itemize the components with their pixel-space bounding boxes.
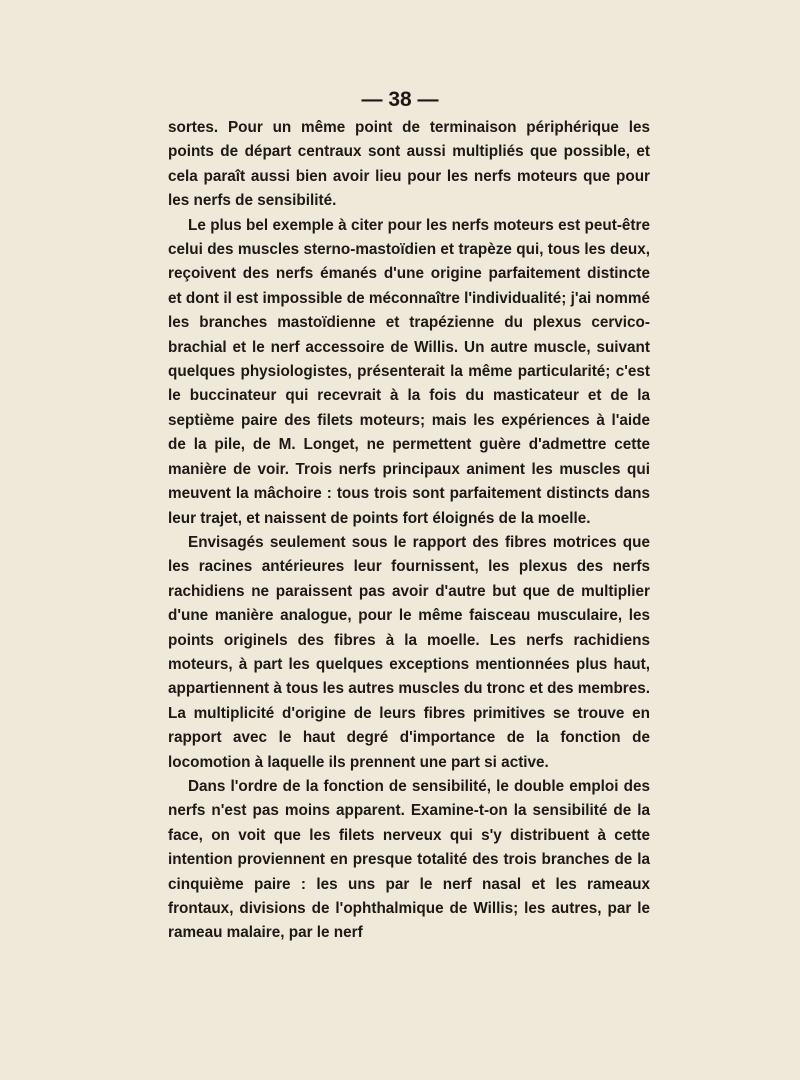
paragraph-1: sortes. Pour un même point de terminaison périphérique les points de départ centraux sont aussi multipliés que possible, et cela paraît aussi bien avoir lieu pour les nerfs moteurs que pour les nerfs de sensibilité. xyxy=(168,119,650,210)
paragraph-2: Le plus bel exemple à citer pour les nerfs moteurs est peut-être celui des muscles sterno-mastoïdien et trapèze qui, tous les deux, reçoivent des nerfs émanés d'une origine parfaitement distincte et dont il est impossible de méconnaître l'individualité; j'ai nommé les branches mastoïdienne et trapézienne du plexus cervico-brachial et le nerf accessoire de Willis. Un autre muscle, suivant quelques physiologistes, présenterait la même particularité; c'est le buccinateur qui recevrait à la fois du masticateur et de la septième paire des filets moteurs; mais les expériences à l'aide de la pile, de M. Longet, ne permettent guère d'admettre cette manière de voir. Trois nerfs principaux animent les muscles qui meuvent la mâchoire : tous trois sont parfaitement distincts dans leur trajet, et naissent de points fort éloignés de la moelle. xyxy=(168,216,650,527)
paragraph-4: Dans l'ordre de la fonction de sensibilité, le double emploi des nerfs n'est pas moins apparent. Examine-t-on la sensibilité de la face, on voit que les filets nerveux qui s'y distribuent à cette intention proviennent en presque totalité des trois branches de la cinquième paire : les uns par le nerf nasal et les rameaux frontaux, divisions de l'ophthalmique de Willis; les autres, par le rameau malaire, par le nerf xyxy=(168,777,650,942)
page-number: — 38 — xyxy=(361,88,439,111)
body-text xyxy=(168,116,650,946)
paragraph-3: Envisagés seulement sous le rapport des fibres motrices que les racines antérieures leur fournissent, les plexus des nerfs rachidiens ne paraissent pas avoir d'autre but que de multiplier d'une manière analogue, pour le même faisceau musculaire, les points originels des fibres à la moelle. Les nerfs rachidiens moteurs, à part les quelques exceptions mentionnées plus haut, appartiennent à tous les autres muscles du tronc et des membres. La multiplicité d'origine de leurs fibres primitives se trouve en rapport avec le haut degré d'importance de la fonction de locomotion à laquelle ils prennent une part si active. xyxy=(168,533,651,771)
